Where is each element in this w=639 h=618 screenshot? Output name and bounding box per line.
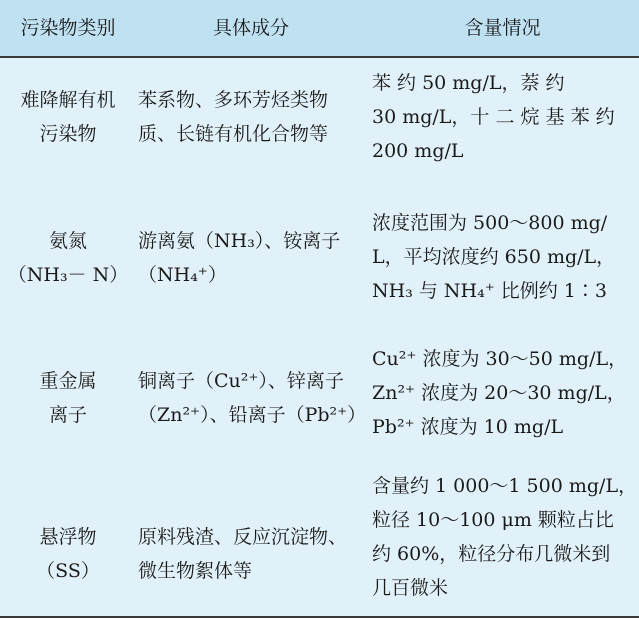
row-2-category: 氨氮 （NH₃－ N） (7, 230, 129, 286)
row-2-content: 浓度范围为 500～800 mg/ L，平均浓度约 650 mg/L， NH₃ 与 NH₄⁺ 比例约 1∶3 (372, 212, 616, 302)
row-1-content: 苯 约 50 mg/L，萘 约 30 mg/L，十 二 烷 基 苯 约 200 mg/L (372, 72, 615, 162)
header-category: 污染物类别 (20, 17, 116, 39)
row-3-components: 铜离子（Cu²⁺）、锌离子 （Zn²⁺）、铅离子（Pb²⁺） (138, 370, 367, 426)
row-1-category: 难降解有机 污染物 (20, 89, 116, 145)
row-4-content: 含量约 1 000～1 500 mg/L， 粒径 10～100 μm 颗粒占比 约 60%，粒径分布几微米到 几百微米 (372, 475, 638, 599)
row-2-components: 游离氨（NH₃）、铵离子 （NH₄⁺） (138, 230, 341, 286)
table-header-row (0, 0, 639, 58)
row-4-components: 原料残渣、反应沉淀物、 微生物絮体等 (138, 526, 348, 582)
header-components: 具体成分 (212, 17, 289, 39)
row-3-category: 重金属 离子 (39, 370, 97, 426)
row-4-category: 悬浮物 （SS） (36, 526, 100, 582)
row-3-content: Cu²⁺ 浓度为 30～50 mg/L， Zn²⁺ 浓度为 20～30 mg/L， Pb²⁺ 浓度为 10 mg/L (372, 348, 628, 438)
row-1-components: 苯系物、多环芳烃类物 质、长链有机化合物等 (138, 89, 329, 145)
header-content: 含量情况 (464, 17, 541, 39)
